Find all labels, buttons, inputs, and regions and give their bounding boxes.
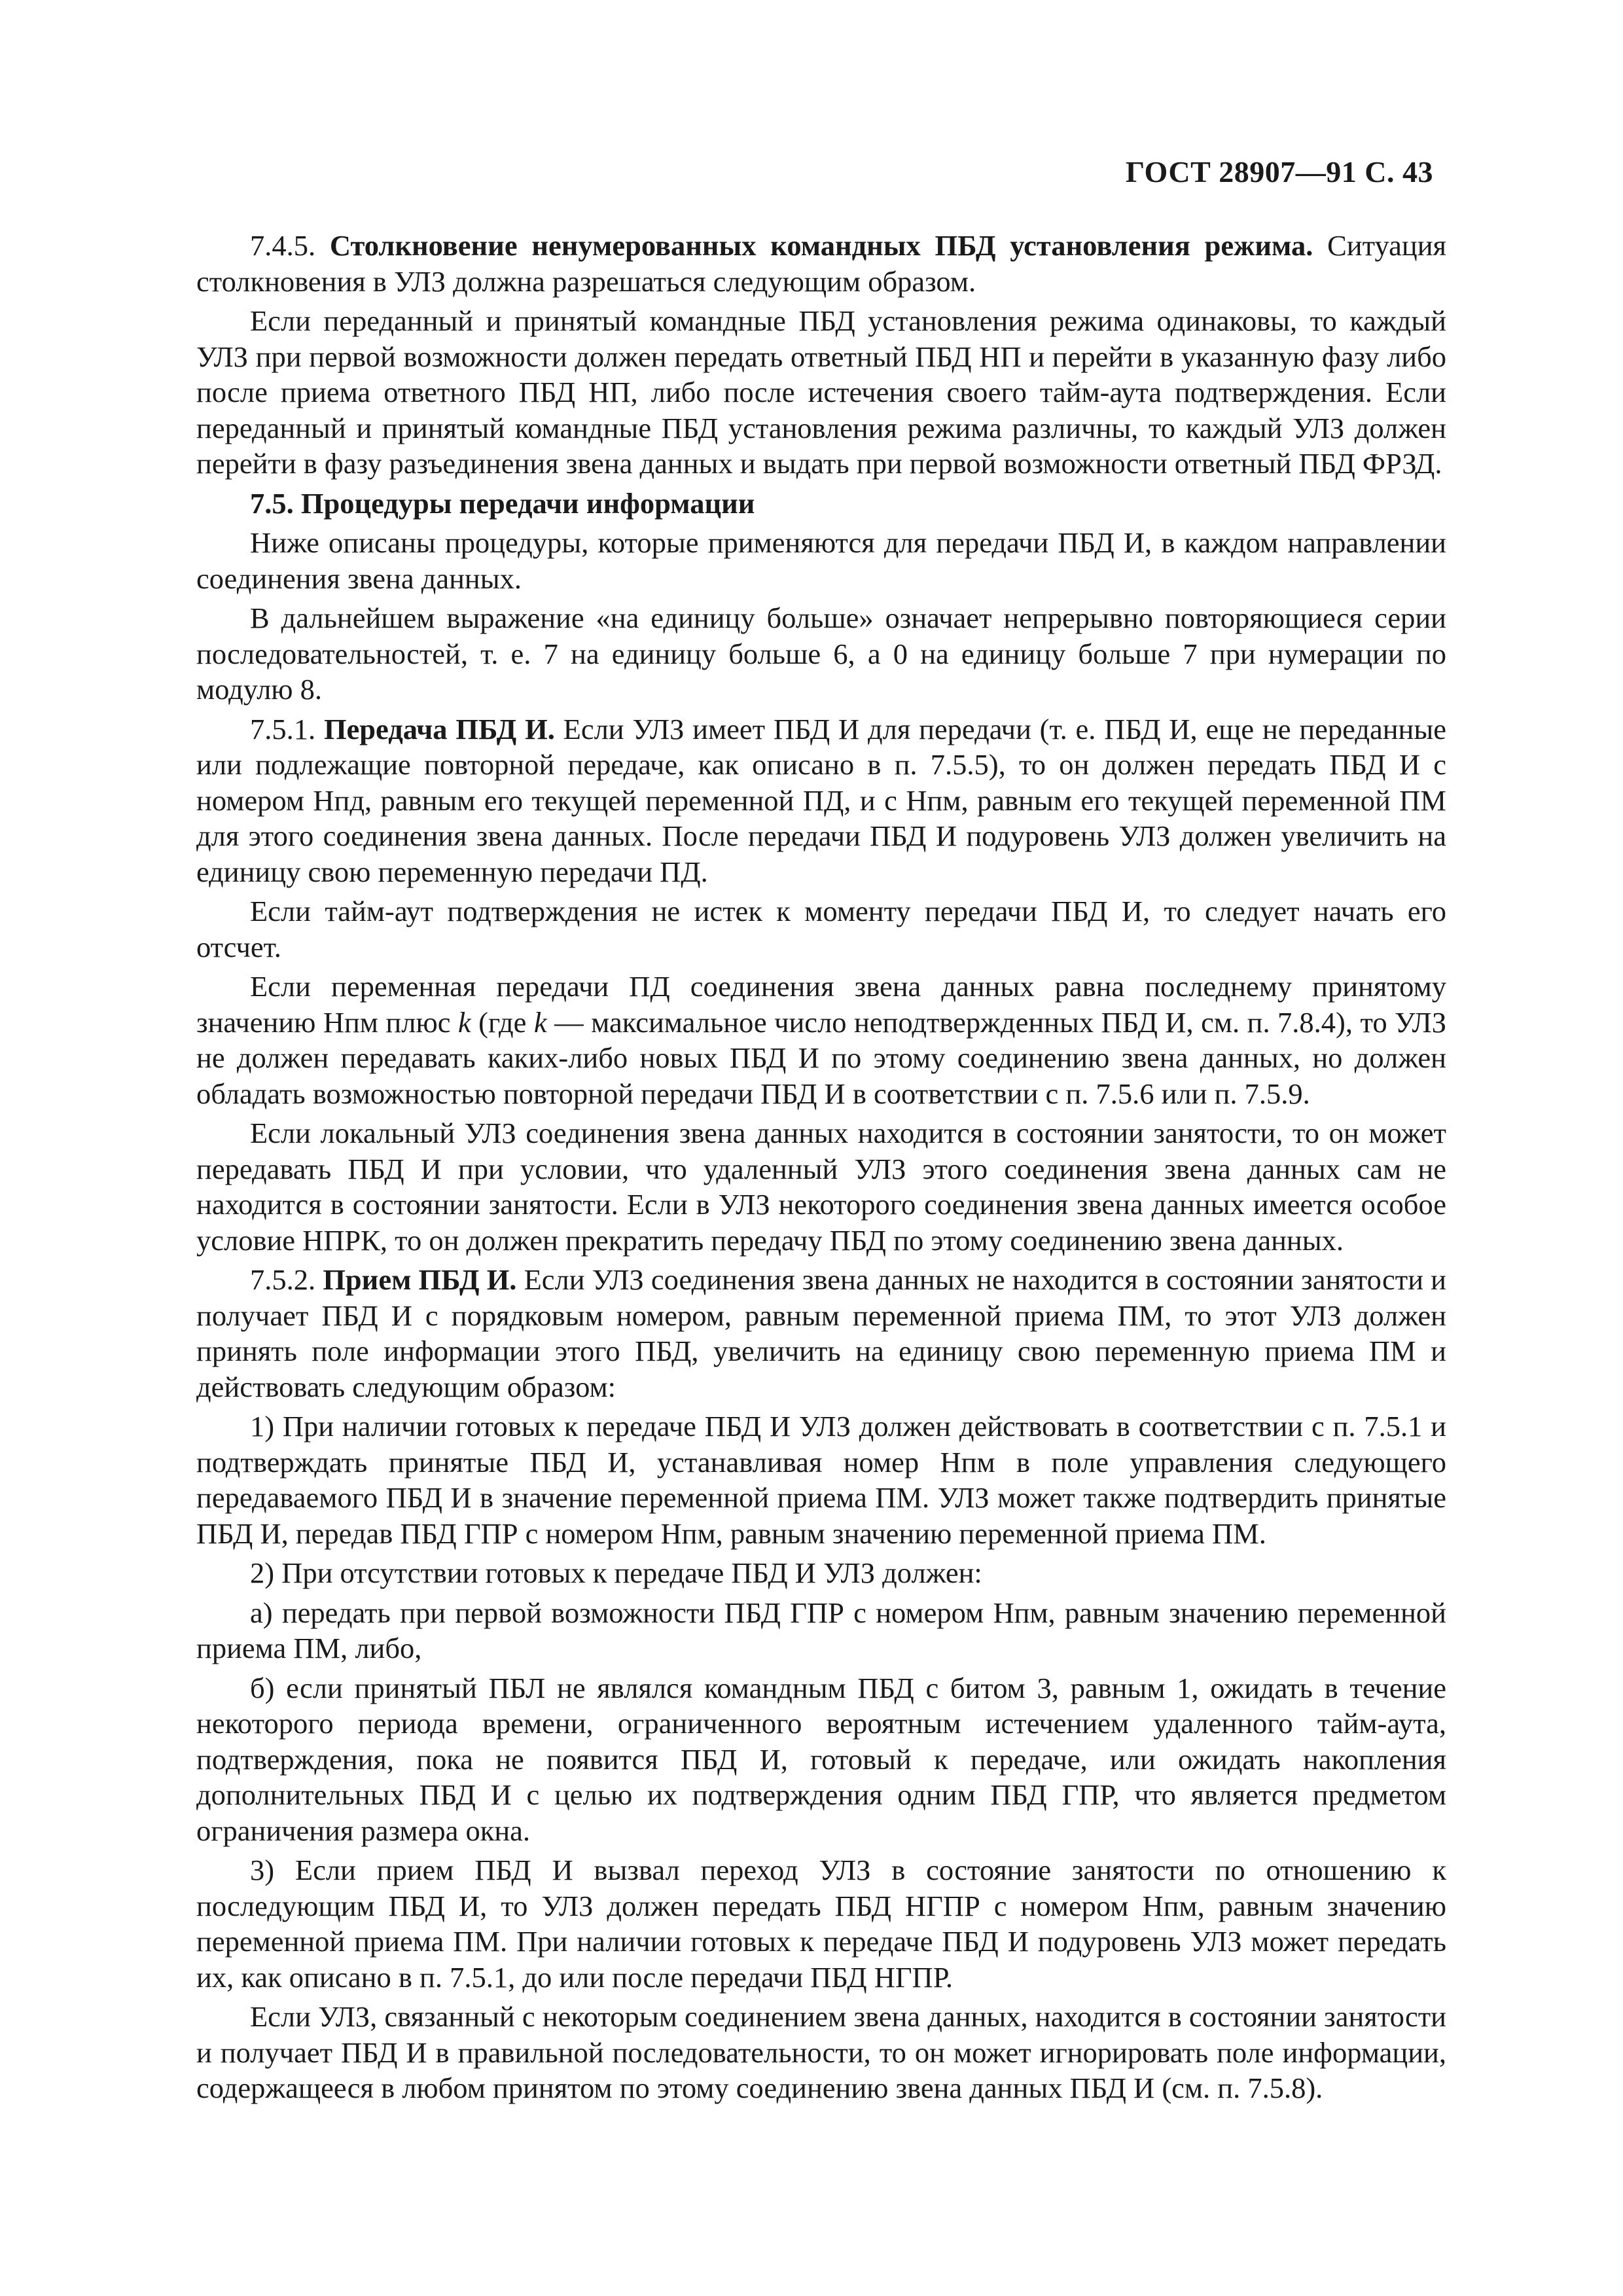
running-title: ГОСТ 28907—91 С. 43 (1125, 155, 1433, 188)
paragraph-text: — максимальное число неподтвержденных ПБД И, см. п. 7.8.4), то УЛЗ не должен передавать каких-либо новых ПБД И по этому соединению звена данных, но должен обладать возможностью повторной передачи ПБД И в соответствии с п. 7.5.6 или п. 7.5.9. (196, 1005, 1447, 1110)
section-heading-7-5: 7.5. Процедуры передачи информации (250, 486, 755, 520)
paragraph-7-5-1 (196, 711, 1446, 890)
clause-title: Прием ПБД И. (323, 1263, 517, 1296)
list-item-3: 3) Если прием ПБД И вызвал переход УЛЗ в состояние занятости по отношению к последующим ПБД И, то УЛЗ должен передать ПБД НГПР с номером Нпм, равным значению переменной приема ПМ. При наличии готовых к передаче ПБД И подуровень УЛЗ может передать их, как описано в п. 7.5.1, до или после передачи ПБД НГПР. (196, 1854, 1446, 1994)
paragraph (196, 969, 1446, 1111)
paragraph-text: Если УЛЗ имеет ПБД И для передачи (т. е. ПБД И, еще не переданные или подлежащие повторной передаче, как описано в п. 7.5.5), то он должен передать ПБД И с номером Нпд, равным его текущей переменной ПД, и с Нпм, равным его текущей переменной ПМ для этого соединения звена данных. После передачи ПБД И подуровень УЛЗ должен увеличить на единицу свою переменную передачи ПД. (196, 712, 1447, 888)
paragraph-7-5-2 (196, 1262, 1446, 1405)
variable-k: k (457, 1005, 471, 1039)
paragraph: В дальнейшем выражение «на единицу больше» означает непрерывно повторяющиеся серии последовательностей, т. е. 7 на единицу больше 6, а 0 на единицу больше 7 при нумерации по модулю 8. (196, 601, 1446, 706)
paragraph-text: Если переменная передачи ПД соединения звена данных равна последнему принятому значению Нпм плюс (196, 970, 1446, 1039)
paragraph-text: Ситуация столкновения в УЛЗ должна разрешаться следующим образом. (196, 229, 1446, 298)
page-body (196, 228, 1446, 2110)
clause-number: 7.5.1. (250, 712, 316, 745)
clause-number: 7.4.5. (250, 229, 316, 262)
paragraph-text: (где (471, 1005, 534, 1039)
list-item-a: а) передать при первой возможности ПБД ГПР с номером Нпм, равным значению переменной приема ПМ, либо, (196, 1596, 1446, 1664)
clause-number: 7.5.2. (250, 1263, 316, 1296)
paragraph: Если переданный и принятый командные ПБД установления режима одинаковы, то каждый УЛЗ при первой возможности должен передать ответный ПБД НП и перейти в указанную фазу либо после приема ответного ПБД НП, либо после истечения своего тайм-аута подтверждения. Если переданный и принятый командные ПБД установления режима различны, то каждый УЛЗ должен перейти в фазу разъединения звена данных и выдать при первой возможности ответный ПБД ФРЗД. (196, 304, 1446, 480)
paragraph: Ниже описаны процедуры, которые применяются для передачи ПБД И, в каждом направлении соединения звена данных. (196, 526, 1446, 595)
paragraph-7-4-5 (196, 228, 1446, 299)
list-item-2: 2) При отсутствии готовых к передаче ПБД И УЛЗ должен: (250, 1556, 982, 1589)
clause-title: Передача ПБД И. (323, 712, 555, 745)
paragraph-text: Если УЛЗ соединения звена данных не находится в состоянии занятости и получает ПБД И с порядковым номером, равным переменной приема ПМ, то этот УЛЗ должен принять поле информации этого ПБД, увеличить на единицу свою переменную приема ПМ и действовать следующим образом: (196, 1263, 1446, 1403)
list-item-1: 1) При наличии готовых к передаче ПБД И УЛЗ должен действовать в соответствии с п. 7.5.1 и подтверждать принятые ПБД И, устанавливая номер Нпм в поле управления следующего передаваемого ПБД И в значение переменной приема ПМ. УЛЗ может также подтвердить принятые ПБД И, передав ПБД ГПР с номером Нпм, равным значению переменной приема ПМ. (196, 1410, 1446, 1550)
variable-k: k (533, 1005, 547, 1039)
clause-title: Столкновение ненумерованных командных ПБД установления режима. (329, 229, 1313, 262)
paragraph: Если УЛЗ, связанный с некоторым соединением звена данных, находится в состоянии занятости и получает ПБД И в правильной последовательности, то он может игнорировать поле информации, содержащееся в любом принятом по этому соединению звена данных ПБД И (см. п. 7.5.8). (196, 2000, 1446, 2104)
list-item-b: б) если принятый ПБЛ не являлся командным ПБД с битом 3, равным 1, ожидать в течение некоторого периода времени, ограниченного вероятным истечением удаленного тайм-аута, подтверждения, пока не появится ПБД И, готовый к передаче, или ожидать накопления дополнительных ПБД И с целью их подтверждения одним ПБД ГПР, что является предметом ограничения размера окна. (196, 1671, 1446, 1847)
paragraph: Если тайм-аут подтверждения не истек к моменту передачи ПБД И, то следует начать его отсчет. (196, 895, 1446, 963)
paragraph: Если локальный УЛЗ соединения звена данных находится в состоянии занятости, то он может передавать ПБД И при условии, что удаленный УЛЗ этого соединения звена данных сам не находится в состоянии занятости. Если в УЛЗ некоторого соединения звена данных имеется особое условие НПРК, то он должен прекратить передачу ПБД по этому соединению звена данных. (196, 1117, 1446, 1257)
